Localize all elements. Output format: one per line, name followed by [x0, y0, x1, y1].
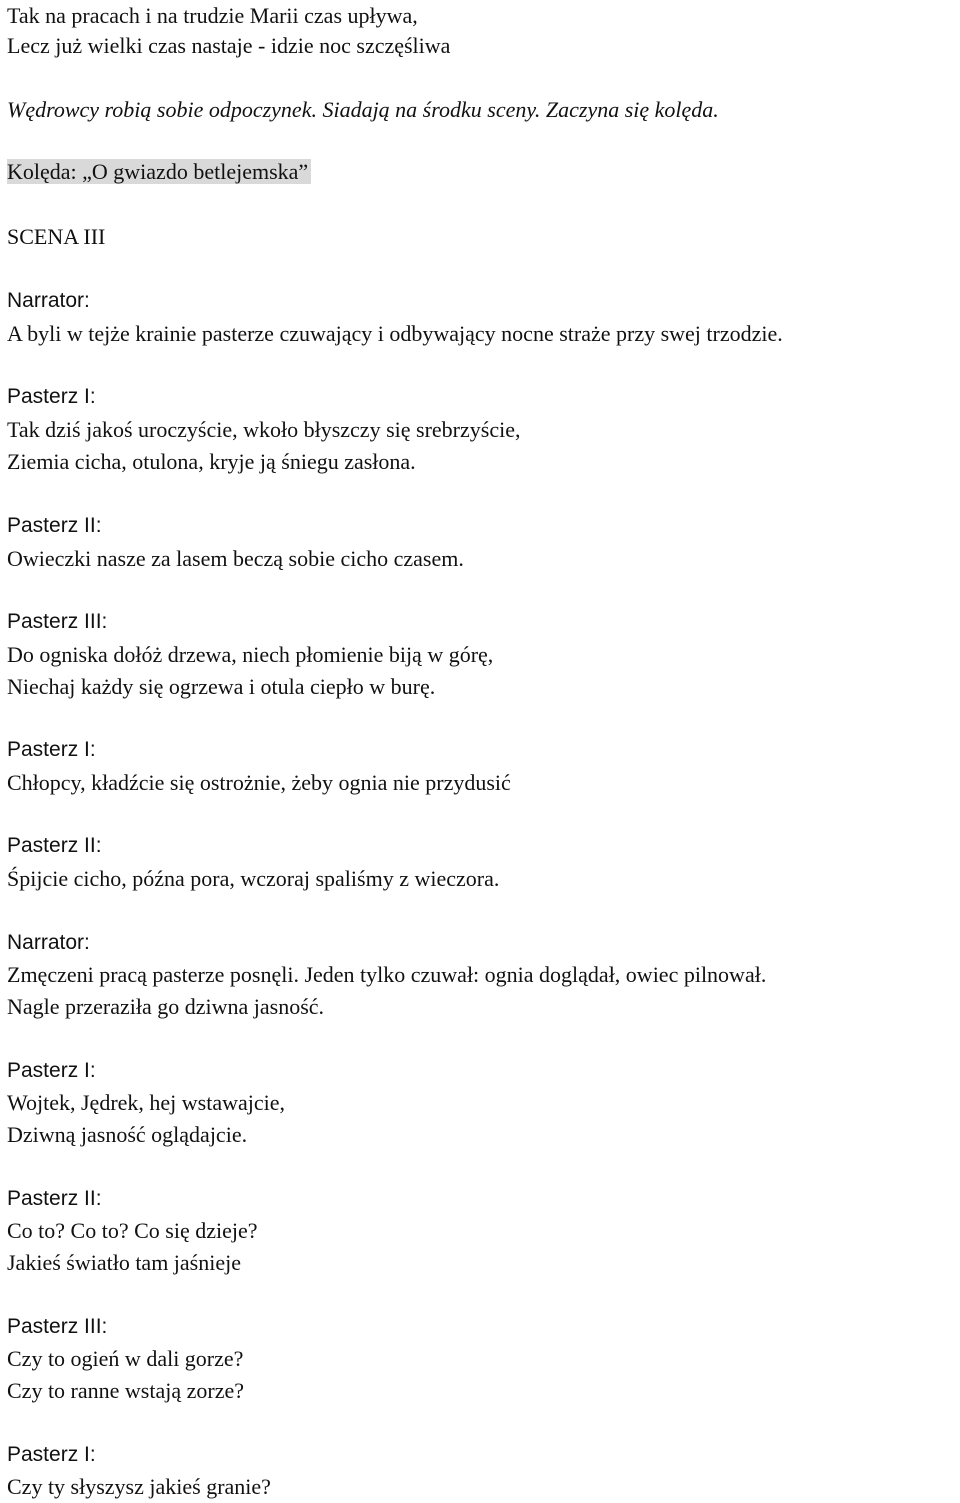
- speech-line: Czy to ranne wstają zorze?: [7, 1378, 244, 1403]
- speech-line: Tak dziś jakoś uroczyście, wkoło błyszczy się srebrzyście,: [7, 417, 521, 442]
- verse-line: Tak na pracach i na trudzie Marii czas upływa,: [7, 3, 418, 28]
- speech-line: A byli w tejże krainie pasterze czuwający i odbywający nocne straże przy swej trzodzie.: [7, 321, 783, 346]
- speaker-label: Pasterz II:: [7, 834, 102, 857]
- speech-line: Nagle przeraziła go dziwna jasność.: [7, 994, 325, 1019]
- speaker-label: Narrator:: [7, 931, 90, 954]
- speech-line: Śpijcie cicho, późna pora, wczoraj spaliśmy z wieczora.: [7, 866, 500, 891]
- verse-line: Lecz już wielki czas nastaje - idzie noc szczęśliwa: [7, 33, 451, 58]
- speech-line: Owieczki nasze za lasem beczą sobie cicho czasem.: [7, 546, 464, 571]
- speech-line: Chłopcy, kładźcie się ostrożnie, żeby ognia nie przydusić: [7, 770, 511, 795]
- speaker-label: Pasterz III:: [7, 1315, 108, 1338]
- speech-line: Czy to ogień w dali gorze?: [7, 1346, 244, 1371]
- speech-line: Dziwną jasność oglądajcie.: [7, 1122, 248, 1147]
- speech-line: Czy ty słyszysz jakieś granie?: [7, 1474, 271, 1499]
- speaker-label: Pasterz II:: [7, 514, 102, 537]
- speaker-label: Pasterz I:: [7, 738, 96, 761]
- carol-title-highlight: Kolęda: „O gwiazdo betlejemska”: [7, 159, 311, 184]
- speech-line: Co to? Co to? Co się dzieje?: [7, 1218, 258, 1243]
- speech-line: Do ogniska dołóż drzewa, niech płomienie biją w górę,: [7, 642, 494, 667]
- carol-title: [7, 158, 311, 186]
- speech-line: Zmęczeni pracą pasterze posnęli. Jeden tylko czuwał: ognia doglądał, owiec pilnował.: [7, 962, 767, 987]
- speaker-label: Narrator:: [7, 289, 90, 312]
- stage-direction: Wędrowcy robią sobie odpoczynek. Siadają na środku sceny. Zaczyna się kolęda.: [7, 97, 719, 122]
- speaker-label: Pasterz II:: [7, 1187, 102, 1210]
- scene-heading: SCENA III: [7, 224, 106, 249]
- speaker-label: Pasterz I:: [7, 1443, 96, 1466]
- speech-line: Jakieś światło tam jaśnieje: [7, 1250, 241, 1275]
- speech-line: Wojtek, Jędrek, hej wstawajcie,: [7, 1090, 286, 1115]
- speaker-label: Pasterz I:: [7, 385, 96, 408]
- speech-line: Ziemia cicha, otulona, kryje ją śniegu zasłona.: [7, 449, 416, 474]
- speaker-label: Pasterz I:: [7, 1059, 96, 1082]
- speaker-label: Pasterz III:: [7, 610, 108, 633]
- speech-line: Niechaj każdy się ogrzewa i otula ciepło w burę.: [7, 674, 436, 699]
